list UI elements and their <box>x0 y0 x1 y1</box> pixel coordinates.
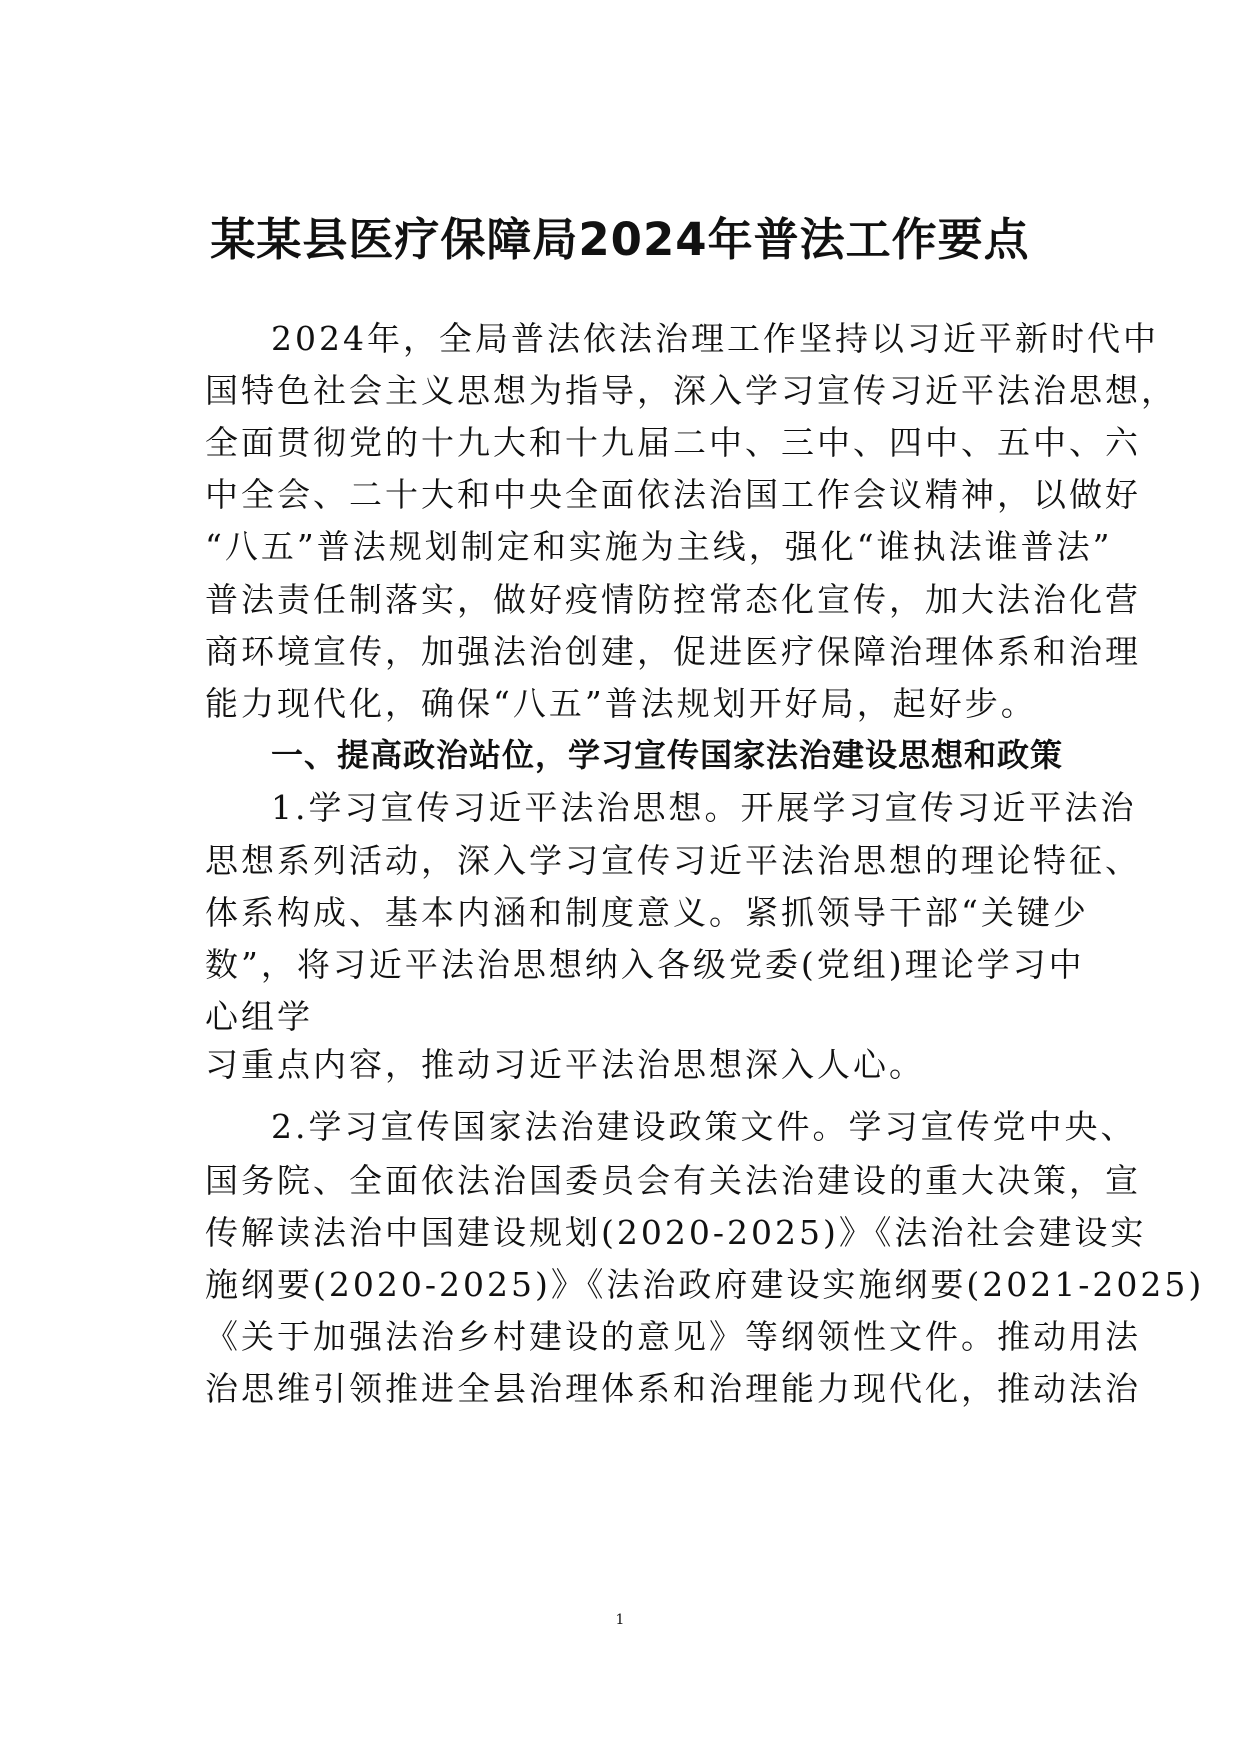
body-line: “八五”普法规划制定和实施为主线，强化“谁执法谁普法” <box>205 527 1113 566</box>
body-line: 思想系列活动，深入学习宣传习近平法治思想的理论特征、 <box>205 841 1141 880</box>
body-line: 能力现代化，确保“八五”普法规划开好局，起好步。 <box>205 684 1037 723</box>
body-line: 治思维引领推进全县治理体系和治理能力现代化，推动法治 <box>205 1369 1141 1408</box>
section-heading: 一、提高政治站位，学习宣传国家法治建设思想和政策 <box>271 736 1064 774</box>
body-line: 普法责任制落实，做好疫情防控常态化宣传，加大法治化营 <box>205 580 1141 619</box>
document-title: 某某县医疗保障局2024年普法工作要点 <box>210 213 1030 266</box>
page-number: 1 <box>615 1612 625 1628</box>
body-line: 2.学习宣传国家法治建设政策文件。学习宣传党中央、 <box>271 1107 1137 1146</box>
body-line: 全面贯彻党的十九大和十九届二中、三中、四中、五中、六 <box>205 423 1141 462</box>
body-line: 国特色社会主义思想为指导，深入学习宣传习近平法治思想， <box>205 371 1177 410</box>
body-line: 国务院、全面依法治国委员会有关法治建设的重大决策，宣 <box>205 1161 1141 1200</box>
body-line: 2024年，全局普法依法治理工作坚持以习近平新时代中 <box>271 319 1159 358</box>
body-line: 传解读法治中国建设规划(2020-2025)》《法治社会建设实 <box>205 1213 1147 1252</box>
body-line: 数”，将习近平法治思想纳入各级党委(党组)理论学习中 <box>205 945 1085 984</box>
body-line: 习重点内容，推动习近平法治思想深入人心。 <box>205 1045 925 1084</box>
body-line: 《关于加强法治乡村建设的意见》等纲领性文件。推动用法 <box>205 1317 1141 1356</box>
body-line: 中全会、二十大和中央全面依法治国工作会议精神，以做好 <box>205 475 1141 514</box>
body-line: 心组学 <box>205 997 313 1036</box>
body-line: 1.学习宣传习近平法治思想。开展学习宣传习近平法治 <box>271 788 1137 827</box>
body-line: 商环境宣传，加强法治创建，促进医疗保障治理体系和治理 <box>205 632 1141 671</box>
body-line: 施纲要(2020-2025)》《法治政府建设实施纲要(2021-2025) <box>205 1265 1205 1304</box>
body-line: 体系构成、基本内涵和制度意义。紧抓领导干部“关键少 <box>205 893 1089 932</box>
